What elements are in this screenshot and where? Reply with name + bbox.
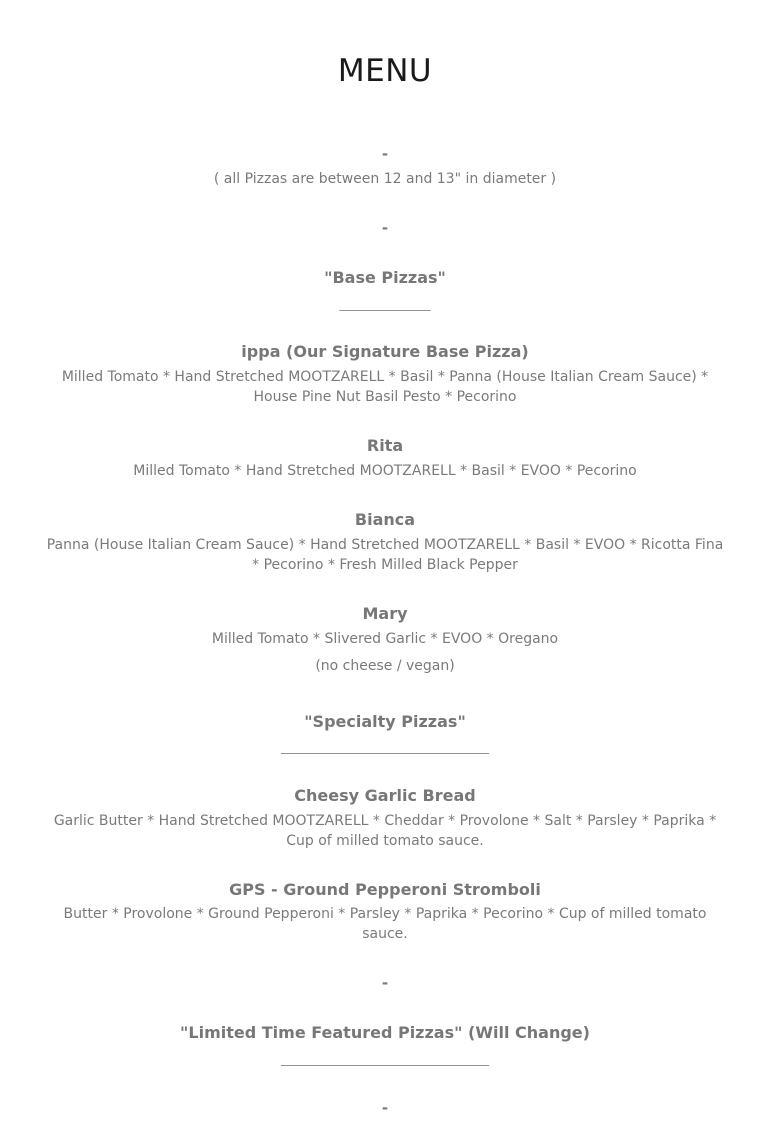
item-description-line: Panna (House Italian Cream Sauce) * Hand Stretched MOOTZARELL * Basil * EVOO * Ricotta Fina (46, 537, 724, 553)
item-name: Cheesy Garlic Bread (294, 786, 476, 805)
item-name: GPS - Ground Pepperoni Stromboli (229, 880, 541, 899)
item-description-line: Garlic Butter * Hand Stretched MOOTZARELL * Cheddar * Provolone * Salt * Parsley * Paprika * (53, 813, 717, 829)
section-underline: ______________ (339, 297, 431, 312)
item-description (0, 535, 770, 575)
item-description-line: Milled Tomato * Slivered Garlic * EVOO * Oregano (211, 631, 559, 647)
item-description-line: House Pine Nut Basil Pesto * Pecorino (253, 389, 517, 405)
item-description-line: Milled Tomato * Hand Stretched MOOTZARELL * Basil * EVOO * Pecorino (133, 463, 637, 479)
item-description (0, 367, 770, 407)
item-description-line: sauce. (362, 926, 408, 942)
item-description-line: Cup of milled tomato sauce. (286, 833, 484, 849)
item-description-line: Milled Tomato * Hand Stretched MOOTZARELL * Basil * Panna (House Italian Cream Sauce) * (61, 369, 709, 385)
section-title-base-pizzas: "Base Pizzas" (324, 268, 446, 287)
item-description (0, 811, 770, 851)
section-underline: ________________________________ (281, 1052, 489, 1067)
diameter-note: ( all Pizzas are between 12 and 13" in diameter ) (213, 171, 557, 187)
menu-title: MENU (337, 53, 433, 89)
item-name: Bianca (354, 510, 416, 529)
item-description-line: Butter * Provolone * Ground Pepperoni * Parsley * Paprika * Pecorino * Cup of milled tomato (63, 906, 707, 922)
item-description (0, 461, 770, 481)
item-description (0, 904, 770, 944)
item-note: (no cheese / vegan) (315, 658, 455, 674)
separator-dash: - (381, 145, 389, 163)
item-name: ippa (Our Signature Base Pizza) (241, 342, 529, 361)
item-name: Rita (366, 436, 404, 455)
separator-dash: - (381, 974, 389, 992)
separator-dash: - (381, 219, 389, 237)
section-title-specialty-pizzas: "Specialty Pizzas" (304, 712, 466, 731)
section-underline: ________________________________ (281, 740, 489, 755)
item-description-line: * Pecorino * Fresh Milled Black Pepper (252, 557, 518, 573)
section-title-limited-time: "Limited Time Featured Pizzas" (Will Change) (180, 1023, 590, 1042)
separator-dash: - (381, 1099, 389, 1117)
item-name: Mary (362, 604, 408, 623)
item-description (0, 629, 770, 649)
